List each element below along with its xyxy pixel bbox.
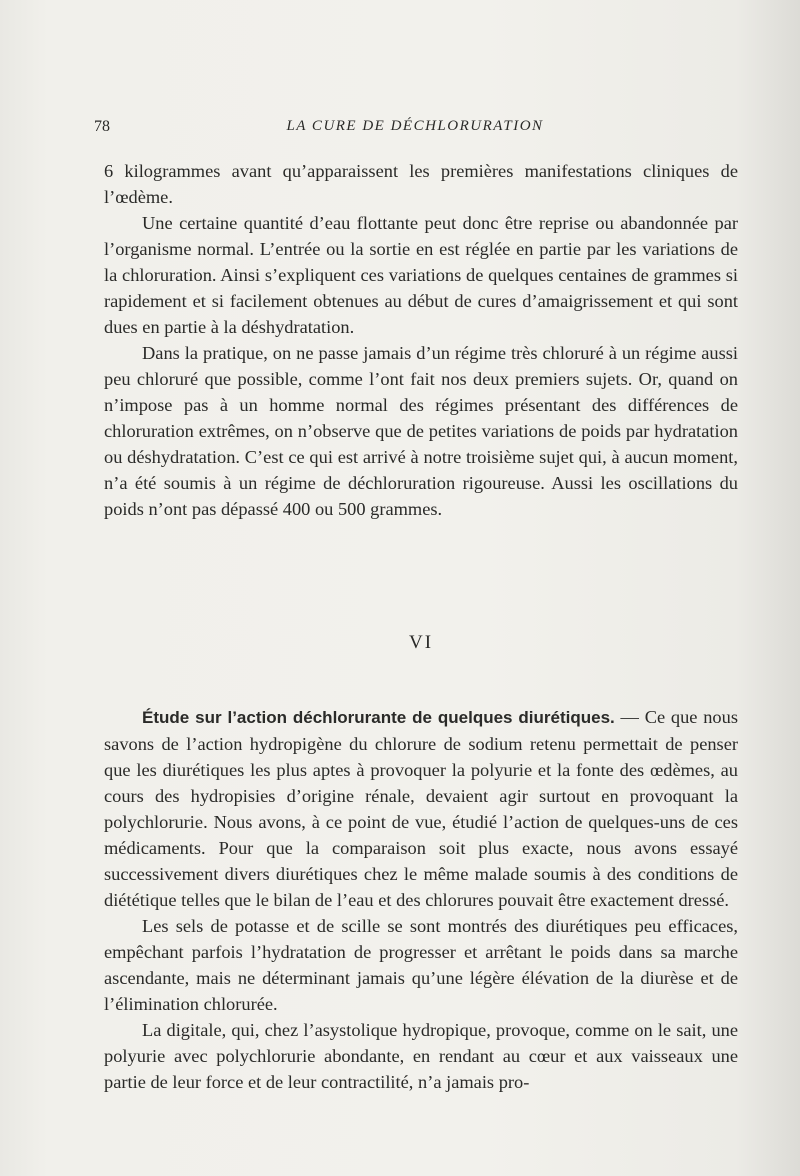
page-header [90, 118, 740, 148]
paragraph: La digitale, qui, chez l’asystolique hydropique, provoque, comme on le sait, une polyurie avec polychlorurie abondante, en rendant au cœur et aux vaisseaux une partie de leur force et de leur contractilité, n’a jamais pro- [104, 1020, 738, 1092]
paragraph: 6 kilogrammes avant qu’apparaissent les premières manifestations cliniques de l’œdème. [104, 161, 738, 207]
text-block-section [104, 704, 738, 1095]
section-lead-text: — Ce que nous savons de l’action hydropigène du chlorure de sodium retenu permettait de penser que les diurétiques les plus aptes à provoquer la polyurie et la fonte des œdèmes, au cours des hydropisies d’origine rénale, devaient agir surtout en provoquant la polychlorurie. Nous avons, à ce point de vue, étudié l’action de quelques-uns de ces médicaments. Pour que la comparaison soit plus exacte, nous avons essayé successivement divers diurétiques chez le même malade soumis à des conditions de diététique telles que le bilan de l’eau et des chlorures pouvait être exactement dressé. [104, 707, 738, 910]
section-lead-title: Étude sur l’action déchlorurante de quelques diurétiques. [142, 708, 615, 727]
text-block-top [104, 158, 738, 522]
section-lead-paragraph [104, 704, 738, 913]
paragraph: Une certaine quantité d’eau flottante peut donc être reprise ou abandonnée par l’organisme normal. L’entrée ou la sortie en est réglée en partie par les variations de la chloruration. Ainsi s’expliquent ces variations de quelques centaines de grammes si rapidement et si facilement obtenues au début de cures d’amaigrissement et qui sont dues en partie à la déshydratation. [104, 213, 738, 337]
paragraph: Les sels de potasse et de scille se sont montrés des diurétiques peu efficaces, empêchant parfois l’hydratation de progresser et arrêtant le poids dans sa marche ascendante, mais ne déterminant jamais qu’une légère élévation de la diurèse et de l’élimination chlorurée. [104, 916, 738, 1014]
running-title: LA CURE DE DÉCHLORURATION [286, 118, 544, 134]
paragraph: Dans la pratique, on ne passe jamais d’un régime très chloruré à un régime aussi peu chloruré que possible, comme l’ont fait nos deux premiers sujets. Or, quand on n’impose pas à un homme normal des régimes présentant des différences de chloruration extrêmes, on n’observe que de petites variations de poids par hydratation ou déshydratation. C’est ce qui est arrivé à notre troisième sujet qui, à aucun moment, n’a été soumis à un régime de déchloruration rigoureuse. Aussi les oscillations du poids n’ont pas dépassé 400 ou 500 grammes. [104, 343, 738, 519]
page-number: 78 [94, 118, 110, 135]
section-number: VI [408, 632, 434, 653]
